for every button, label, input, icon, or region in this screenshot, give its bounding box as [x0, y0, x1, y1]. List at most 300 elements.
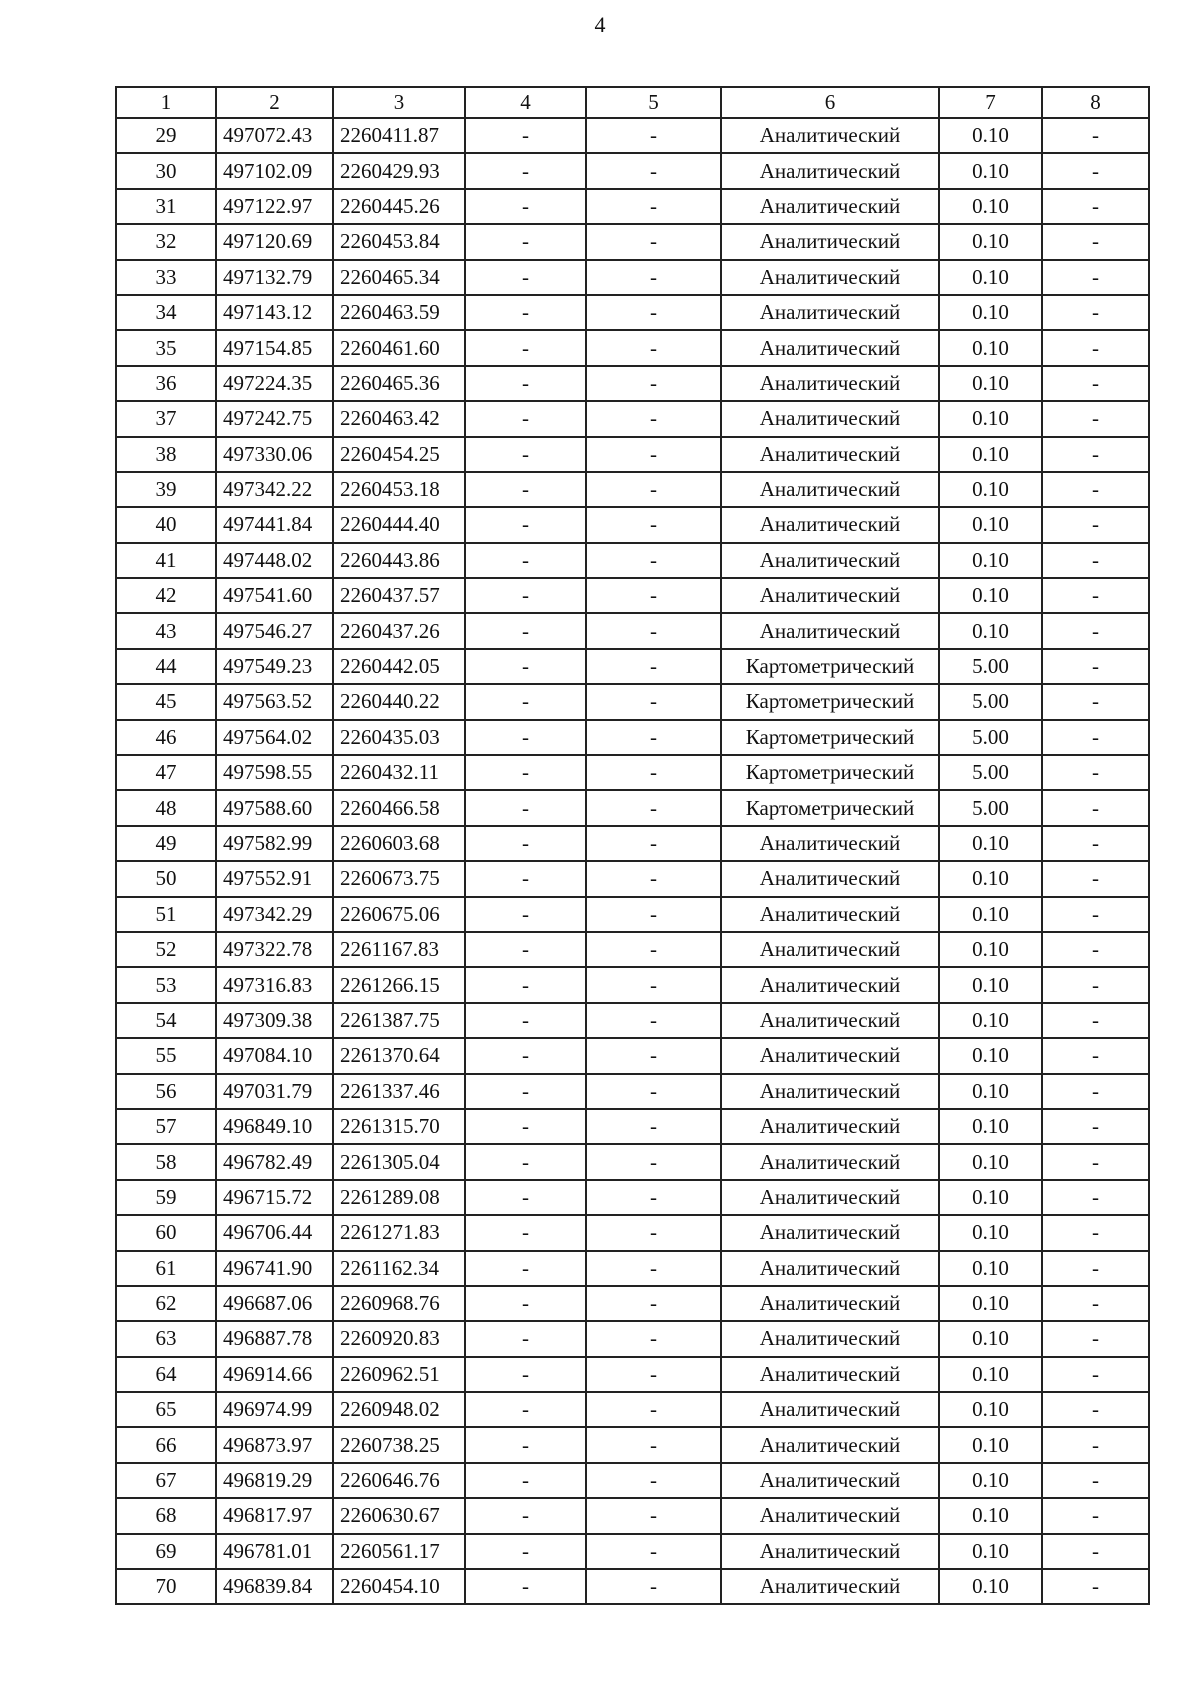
- x-coordinate-cell: 496715.72: [216, 1180, 333, 1215]
- point-number-cell: 48: [116, 790, 216, 825]
- point-number-cell: 66: [116, 1427, 216, 1462]
- column-4-cell: -: [465, 1003, 586, 1038]
- accuracy-cell: 0.10: [939, 224, 1042, 259]
- column-8-cell: -: [1042, 1074, 1149, 1109]
- column-5-cell: -: [586, 1038, 721, 1073]
- table-row: [116, 189, 1149, 224]
- x-coordinate-cell: 496706.44: [216, 1215, 333, 1250]
- column-4-cell: -: [465, 1534, 586, 1569]
- table-row: [116, 366, 1149, 401]
- method-cell: Аналитический: [721, 1534, 939, 1569]
- method-cell: Картометрический: [721, 684, 939, 719]
- method-cell: Картометрический: [721, 790, 939, 825]
- table-row: [116, 897, 1149, 932]
- method-cell: Аналитический: [721, 1427, 939, 1462]
- column-4-cell: -: [465, 967, 586, 1002]
- point-number-cell: 39: [116, 472, 216, 507]
- x-coordinate-cell: 496741.90: [216, 1251, 333, 1286]
- column-8-cell: -: [1042, 1357, 1149, 1392]
- method-cell: Аналитический: [721, 1003, 939, 1038]
- column-8-cell: -: [1042, 1463, 1149, 1498]
- table-row: [116, 861, 1149, 896]
- page-number: 4: [594, 12, 606, 37]
- method-cell: Аналитический: [721, 1498, 939, 1533]
- column-header: 5: [586, 87, 721, 118]
- column-8-cell: -: [1042, 1215, 1149, 1250]
- table-row: [116, 1321, 1149, 1356]
- table-header-row: [116, 87, 1149, 118]
- y-coordinate-cell: 2260442.05: [333, 649, 465, 684]
- accuracy-cell: 0.10: [939, 1215, 1042, 1250]
- column-8-cell: -: [1042, 260, 1149, 295]
- y-coordinate-cell: 2260463.59: [333, 295, 465, 330]
- accuracy-cell: 0.10: [939, 1534, 1042, 1569]
- table-row: [116, 1074, 1149, 1109]
- y-coordinate-cell: 2260463.42: [333, 401, 465, 436]
- column-4-cell: -: [465, 649, 586, 684]
- column-4-cell: -: [465, 1392, 586, 1427]
- column-8-cell: -: [1042, 153, 1149, 188]
- column-8-cell: -: [1042, 790, 1149, 825]
- x-coordinate-cell: 497224.35: [216, 366, 333, 401]
- x-coordinate-cell: 497132.79: [216, 260, 333, 295]
- y-coordinate-cell: 2260675.06: [333, 897, 465, 932]
- accuracy-cell: 0.10: [939, 897, 1042, 932]
- table-row: [116, 224, 1149, 259]
- column-8-cell: -: [1042, 1109, 1149, 1144]
- accuracy-cell: 0.10: [939, 1038, 1042, 1073]
- column-header: 6: [721, 87, 939, 118]
- y-coordinate-cell: 2261266.15: [333, 967, 465, 1002]
- table-row: [116, 613, 1149, 648]
- point-number-cell: 54: [116, 1003, 216, 1038]
- column-5-cell: -: [586, 1251, 721, 1286]
- method-cell: Аналитический: [721, 1392, 939, 1427]
- point-number-cell: 37: [116, 401, 216, 436]
- table-row: [116, 578, 1149, 613]
- accuracy-cell: 0.10: [939, 1357, 1042, 1392]
- column-4-cell: -: [465, 684, 586, 719]
- accuracy-cell: 0.10: [939, 578, 1042, 613]
- column-8-cell: -: [1042, 720, 1149, 755]
- column-5-cell: -: [586, 1498, 721, 1533]
- column-header: 2: [216, 87, 333, 118]
- accuracy-cell: 0.10: [939, 366, 1042, 401]
- table-row: [116, 1357, 1149, 1392]
- column-header: 4: [465, 87, 586, 118]
- point-number-cell: 45: [116, 684, 216, 719]
- column-5-cell: -: [586, 1534, 721, 1569]
- y-coordinate-cell: 2261167.83: [333, 932, 465, 967]
- point-number-cell: 30: [116, 153, 216, 188]
- column-4-cell: -: [465, 1427, 586, 1462]
- y-coordinate-cell: 2261337.46: [333, 1074, 465, 1109]
- table-row: [116, 153, 1149, 188]
- x-coordinate-cell: 497143.12: [216, 295, 333, 330]
- point-number-cell: 36: [116, 366, 216, 401]
- column-5-cell: -: [586, 330, 721, 365]
- point-number-cell: 55: [116, 1038, 216, 1073]
- table-row: [116, 1109, 1149, 1144]
- column-8-cell: -: [1042, 1498, 1149, 1533]
- point-number-cell: 29: [116, 118, 216, 153]
- column-8-cell: -: [1042, 1144, 1149, 1179]
- y-coordinate-cell: 2260920.83: [333, 1321, 465, 1356]
- method-cell: Аналитический: [721, 1286, 939, 1321]
- x-coordinate-cell: 497564.02: [216, 720, 333, 755]
- column-8-cell: -: [1042, 543, 1149, 578]
- accuracy-cell: 0.10: [939, 1251, 1042, 1286]
- table-row: [116, 1286, 1149, 1321]
- accuracy-cell: 0.10: [939, 861, 1042, 896]
- column-5-cell: -: [586, 861, 721, 896]
- y-coordinate-cell: 2260435.03: [333, 720, 465, 755]
- accuracy-cell: 0.10: [939, 1392, 1042, 1427]
- point-number-cell: 53: [116, 967, 216, 1002]
- column-5-cell: -: [586, 578, 721, 613]
- x-coordinate-cell: 497342.29: [216, 897, 333, 932]
- column-5-cell: -: [586, 224, 721, 259]
- point-number-cell: 52: [116, 932, 216, 967]
- method-cell: Аналитический: [721, 224, 939, 259]
- column-5-cell: -: [586, 932, 721, 967]
- column-8-cell: -: [1042, 861, 1149, 896]
- y-coordinate-cell: 2260465.34: [333, 260, 465, 295]
- method-cell: Аналитический: [721, 1038, 939, 1073]
- y-coordinate-cell: 2260962.51: [333, 1357, 465, 1392]
- method-cell: Аналитический: [721, 437, 939, 472]
- method-cell: Аналитический: [721, 189, 939, 224]
- y-coordinate-cell: 2260461.60: [333, 330, 465, 365]
- column-8-cell: -: [1042, 1003, 1149, 1038]
- y-coordinate-cell: 2260453.18: [333, 472, 465, 507]
- table-row: [116, 507, 1149, 542]
- column-4-cell: -: [465, 153, 586, 188]
- accuracy-cell: 0.10: [939, 507, 1042, 542]
- table-body: [116, 118, 1149, 1604]
- point-number-cell: 41: [116, 543, 216, 578]
- point-number-cell: 61: [116, 1251, 216, 1286]
- method-cell: Аналитический: [721, 932, 939, 967]
- column-5-cell: -: [586, 613, 721, 648]
- x-coordinate-cell: 496839.84: [216, 1569, 333, 1604]
- table-row: [116, 543, 1149, 578]
- x-coordinate-cell: 496974.99: [216, 1392, 333, 1427]
- method-cell: Аналитический: [721, 401, 939, 436]
- y-coordinate-cell: 2261289.08: [333, 1180, 465, 1215]
- column-5-cell: -: [586, 1321, 721, 1356]
- table-row: [116, 330, 1149, 365]
- accuracy-cell: 0.10: [939, 613, 1042, 648]
- column-4-cell: -: [465, 1251, 586, 1286]
- x-coordinate-cell: 496687.06: [216, 1286, 333, 1321]
- column-8-cell: -: [1042, 826, 1149, 861]
- column-8-cell: -: [1042, 649, 1149, 684]
- method-cell: Аналитический: [721, 1144, 939, 1179]
- column-4-cell: -: [465, 437, 586, 472]
- column-header: 7: [939, 87, 1042, 118]
- x-coordinate-cell: 496914.66: [216, 1357, 333, 1392]
- table-row: [116, 826, 1149, 861]
- column-4-cell: -: [465, 1180, 586, 1215]
- column-5-cell: -: [586, 649, 721, 684]
- y-coordinate-cell: 2260432.11: [333, 755, 465, 790]
- column-4-cell: -: [465, 330, 586, 365]
- accuracy-cell: 0.10: [939, 1498, 1042, 1533]
- column-4-cell: -: [465, 507, 586, 542]
- x-coordinate-cell: 497563.52: [216, 684, 333, 719]
- x-coordinate-cell: 497448.02: [216, 543, 333, 578]
- table-row: [116, 790, 1149, 825]
- column-4-cell: -: [465, 1109, 586, 1144]
- column-8-cell: -: [1042, 1427, 1149, 1462]
- method-cell: Аналитический: [721, 1109, 939, 1144]
- table-row: [116, 1251, 1149, 1286]
- column-4-cell: -: [465, 861, 586, 896]
- point-number-cell: 44: [116, 649, 216, 684]
- column-5-cell: -: [586, 437, 721, 472]
- accuracy-cell: 0.10: [939, 1569, 1042, 1604]
- y-coordinate-cell: 2261305.04: [333, 1144, 465, 1179]
- point-number-cell: 51: [116, 897, 216, 932]
- column-5-cell: -: [586, 790, 721, 825]
- accuracy-cell: 0.10: [939, 1074, 1042, 1109]
- column-8-cell: -: [1042, 507, 1149, 542]
- column-5-cell: -: [586, 1215, 721, 1250]
- y-coordinate-cell: 2260445.26: [333, 189, 465, 224]
- method-cell: Аналитический: [721, 295, 939, 330]
- table-row: [116, 1215, 1149, 1250]
- column-4-cell: -: [465, 1074, 586, 1109]
- point-number-cell: 42: [116, 578, 216, 613]
- method-cell: Аналитический: [721, 1251, 939, 1286]
- column-5-cell: -: [586, 295, 721, 330]
- x-coordinate-cell: 496849.10: [216, 1109, 333, 1144]
- point-number-cell: 70: [116, 1569, 216, 1604]
- method-cell: Аналитический: [721, 1180, 939, 1215]
- column-5-cell: -: [586, 1003, 721, 1038]
- point-number-cell: 56: [116, 1074, 216, 1109]
- column-8-cell: -: [1042, 118, 1149, 153]
- y-coordinate-cell: 2261315.70: [333, 1109, 465, 1144]
- column-5-cell: -: [586, 472, 721, 507]
- column-4-cell: -: [465, 1569, 586, 1604]
- column-4-cell: -: [465, 1215, 586, 1250]
- x-coordinate-cell: 497441.84: [216, 507, 333, 542]
- accuracy-cell: 0.10: [939, 967, 1042, 1002]
- x-coordinate-cell: 497582.99: [216, 826, 333, 861]
- column-4-cell: -: [465, 1357, 586, 1392]
- method-cell: Аналитический: [721, 153, 939, 188]
- column-5-cell: -: [586, 1569, 721, 1604]
- column-5-cell: -: [586, 720, 721, 755]
- point-number-cell: 34: [116, 295, 216, 330]
- table-row: [116, 932, 1149, 967]
- column-8-cell: -: [1042, 472, 1149, 507]
- column-5-cell: -: [586, 967, 721, 1002]
- column-4-cell: -: [465, 401, 586, 436]
- method-cell: Аналитический: [721, 330, 939, 365]
- method-cell: Аналитический: [721, 260, 939, 295]
- point-number-cell: 35: [116, 330, 216, 365]
- accuracy-cell: 0.10: [939, 118, 1042, 153]
- accuracy-cell: 5.00: [939, 790, 1042, 825]
- accuracy-cell: 0.10: [939, 1463, 1042, 1498]
- y-coordinate-cell: 2260646.76: [333, 1463, 465, 1498]
- column-5-cell: -: [586, 118, 721, 153]
- table-row: [116, 1180, 1149, 1215]
- column-5-cell: -: [586, 1286, 721, 1321]
- point-number-cell: 49: [116, 826, 216, 861]
- x-coordinate-cell: 497072.43: [216, 118, 333, 153]
- y-coordinate-cell: 2260561.17: [333, 1534, 465, 1569]
- point-number-cell: 33: [116, 260, 216, 295]
- table-row: [116, 118, 1149, 153]
- table-row: [116, 472, 1149, 507]
- accuracy-cell: 0.10: [939, 1321, 1042, 1356]
- y-coordinate-cell: 2260968.76: [333, 1286, 465, 1321]
- y-coordinate-cell: 2260440.22: [333, 684, 465, 719]
- table-row: [116, 967, 1149, 1002]
- column-5-cell: -: [586, 543, 721, 578]
- y-coordinate-cell: 2260630.67: [333, 1498, 465, 1533]
- y-coordinate-cell: 2260429.93: [333, 153, 465, 188]
- y-coordinate-cell: 2260454.10: [333, 1569, 465, 1604]
- column-4-cell: -: [465, 472, 586, 507]
- column-8-cell: -: [1042, 684, 1149, 719]
- y-coordinate-cell: 2261271.83: [333, 1215, 465, 1250]
- accuracy-cell: 0.10: [939, 472, 1042, 507]
- column-4-cell: -: [465, 790, 586, 825]
- accuracy-cell: 0.10: [939, 260, 1042, 295]
- column-5-cell: -: [586, 897, 721, 932]
- column-5-cell: -: [586, 507, 721, 542]
- x-coordinate-cell: 497552.91: [216, 861, 333, 896]
- column-8-cell: -: [1042, 613, 1149, 648]
- column-8-cell: -: [1042, 897, 1149, 932]
- point-number-cell: 62: [116, 1286, 216, 1321]
- column-8-cell: -: [1042, 437, 1149, 472]
- method-cell: Аналитический: [721, 1215, 939, 1250]
- table-row: [116, 1392, 1149, 1427]
- x-coordinate-cell: 496887.78: [216, 1321, 333, 1356]
- y-coordinate-cell: 2260454.25: [333, 437, 465, 472]
- y-coordinate-cell: 2261370.64: [333, 1038, 465, 1073]
- accuracy-cell: 0.10: [939, 401, 1042, 436]
- column-8-cell: -: [1042, 295, 1149, 330]
- accuracy-cell: 0.10: [939, 1003, 1042, 1038]
- point-number-cell: 65: [116, 1392, 216, 1427]
- point-number-cell: 60: [116, 1215, 216, 1250]
- column-5-cell: -: [586, 1144, 721, 1179]
- y-coordinate-cell: 2261387.75: [333, 1003, 465, 1038]
- column-header: 8: [1042, 87, 1149, 118]
- method-cell: Аналитический: [721, 613, 939, 648]
- column-5-cell: -: [586, 1392, 721, 1427]
- column-4-cell: -: [465, 1321, 586, 1356]
- y-coordinate-cell: 2260444.40: [333, 507, 465, 542]
- method-cell: Картометрический: [721, 649, 939, 684]
- column-4-cell: -: [465, 189, 586, 224]
- column-4-cell: -: [465, 295, 586, 330]
- column-4-cell: -: [465, 224, 586, 259]
- x-coordinate-cell: 497084.10: [216, 1038, 333, 1073]
- accuracy-cell: 0.10: [939, 932, 1042, 967]
- x-coordinate-cell: 497242.75: [216, 401, 333, 436]
- point-number-cell: 63: [116, 1321, 216, 1356]
- column-4-cell: -: [465, 260, 586, 295]
- accuracy-cell: 0.10: [939, 189, 1042, 224]
- method-cell: Аналитический: [721, 1569, 939, 1604]
- accuracy-cell: 5.00: [939, 649, 1042, 684]
- method-cell: Аналитический: [721, 897, 939, 932]
- column-5-cell: -: [586, 684, 721, 719]
- column-5-cell: -: [586, 153, 721, 188]
- column-8-cell: -: [1042, 189, 1149, 224]
- point-number-cell: 43: [116, 613, 216, 648]
- y-coordinate-cell: 2260437.57: [333, 578, 465, 613]
- point-number-cell: 68: [116, 1498, 216, 1533]
- column-4-cell: -: [465, 1038, 586, 1073]
- point-number-cell: 59: [116, 1180, 216, 1215]
- x-coordinate-cell: 497322.78: [216, 932, 333, 967]
- column-header: 1: [116, 87, 216, 118]
- table-row: [116, 260, 1149, 295]
- method-cell: Картометрический: [721, 720, 939, 755]
- method-cell: Аналитический: [721, 1463, 939, 1498]
- method-cell: Аналитический: [721, 543, 939, 578]
- column-5-cell: -: [586, 1180, 721, 1215]
- x-coordinate-cell: 497154.85: [216, 330, 333, 365]
- accuracy-cell: 0.10: [939, 543, 1042, 578]
- column-8-cell: -: [1042, 401, 1149, 436]
- point-number-cell: 67: [116, 1463, 216, 1498]
- column-4-cell: -: [465, 543, 586, 578]
- column-8-cell: -: [1042, 366, 1149, 401]
- method-cell: Картометрический: [721, 755, 939, 790]
- method-cell: Аналитический: [721, 118, 939, 153]
- column-4-cell: -: [465, 613, 586, 648]
- table-row: [116, 755, 1149, 790]
- accuracy-cell: 0.10: [939, 1286, 1042, 1321]
- x-coordinate-cell: 497316.83: [216, 967, 333, 1002]
- point-number-cell: 40: [116, 507, 216, 542]
- table-row: [116, 437, 1149, 472]
- table-row: [116, 295, 1149, 330]
- column-4-cell: -: [465, 1498, 586, 1533]
- y-coordinate-cell: 2260948.02: [333, 1392, 465, 1427]
- x-coordinate-cell: 497330.06: [216, 437, 333, 472]
- column-8-cell: -: [1042, 1534, 1149, 1569]
- x-coordinate-cell: 497122.97: [216, 189, 333, 224]
- table-row: [116, 1427, 1149, 1462]
- column-4-cell: -: [465, 897, 586, 932]
- column-4-cell: -: [465, 1144, 586, 1179]
- point-number-cell: 31: [116, 189, 216, 224]
- column-4-cell: -: [465, 1286, 586, 1321]
- column-4-cell: -: [465, 755, 586, 790]
- method-cell: Аналитический: [721, 1074, 939, 1109]
- accuracy-cell: 0.10: [939, 826, 1042, 861]
- column-4-cell: -: [465, 366, 586, 401]
- x-coordinate-cell: 497120.69: [216, 224, 333, 259]
- column-8-cell: -: [1042, 1038, 1149, 1073]
- accuracy-cell: 5.00: [939, 755, 1042, 790]
- method-cell: Аналитический: [721, 967, 939, 1002]
- table-row: [116, 1463, 1149, 1498]
- accuracy-cell: 5.00: [939, 720, 1042, 755]
- accuracy-cell: 0.10: [939, 1180, 1042, 1215]
